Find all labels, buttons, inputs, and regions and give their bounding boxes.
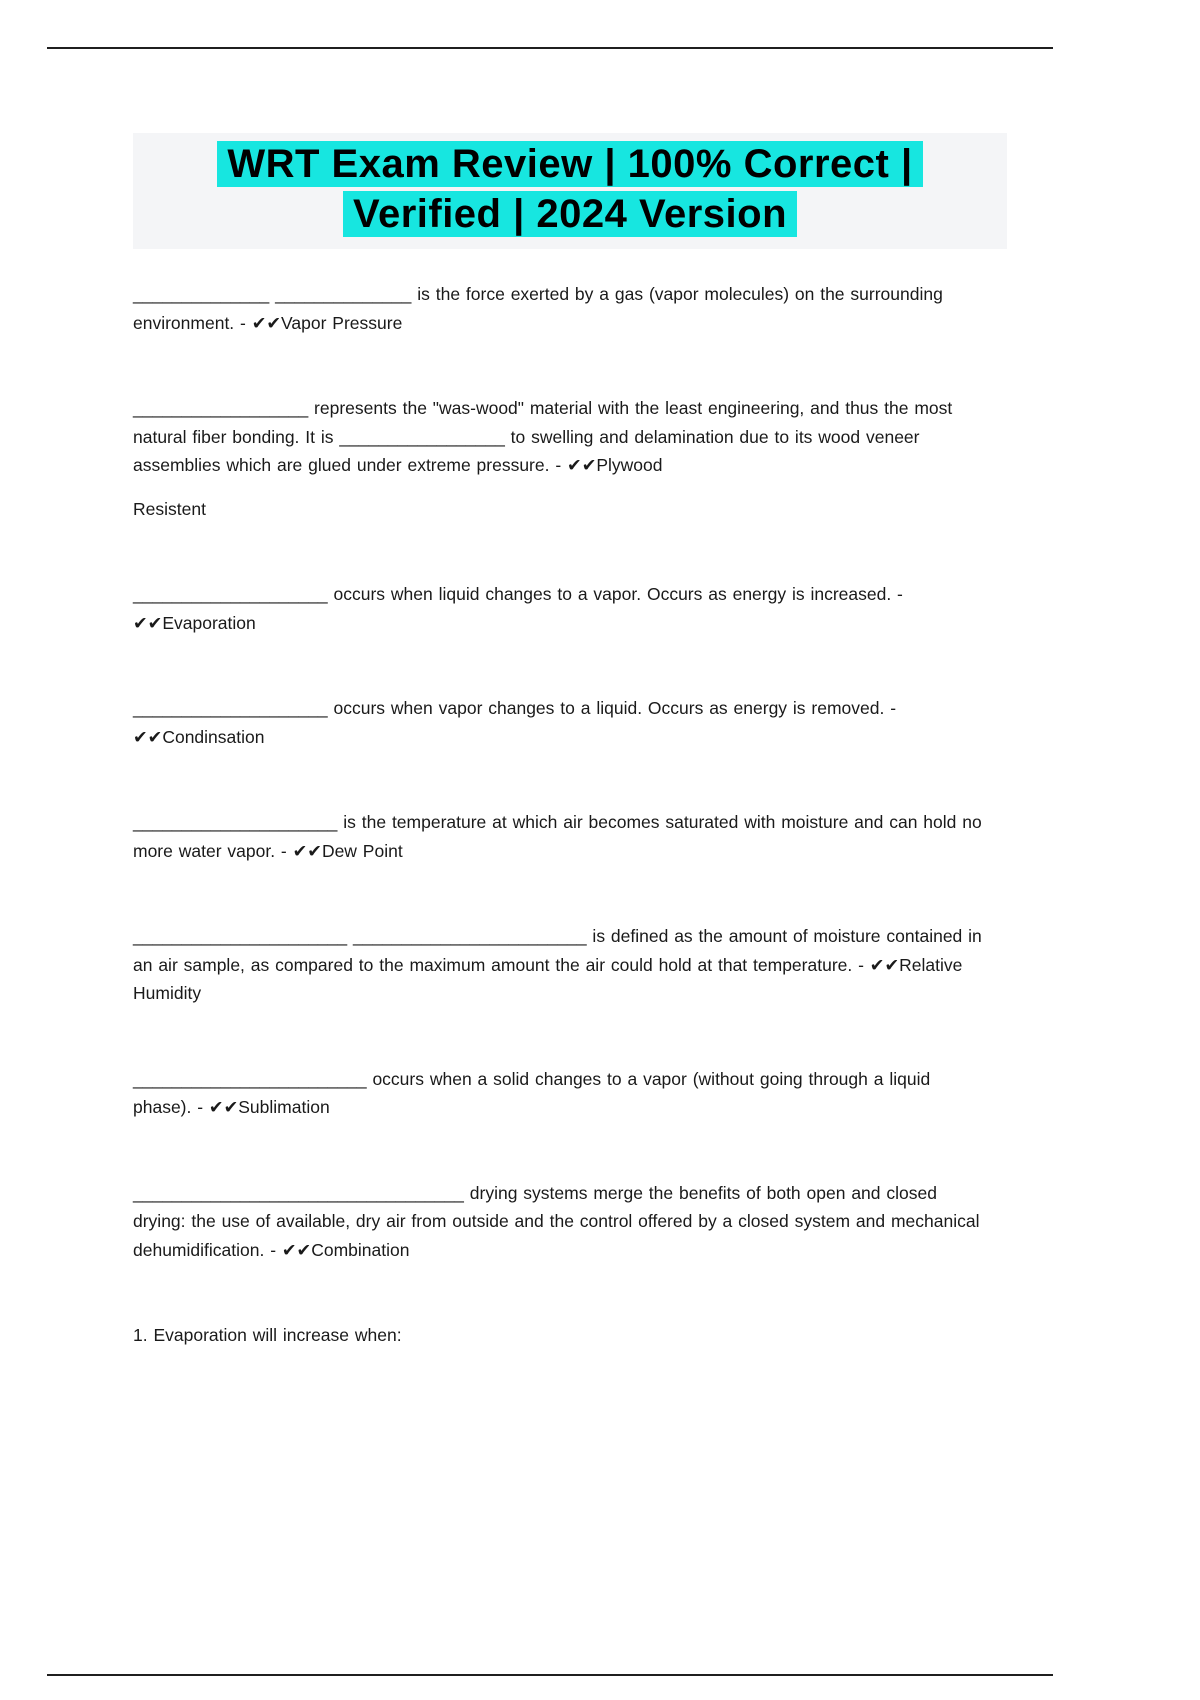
title-banner — [133, 133, 1007, 249]
paragraph-resistent: Resistent — [133, 498, 206, 519]
qa-paragraph-relative-humidity: ______________________ ________________________ is defined as the amount of moisture contained in an air sample, as compared to the maximum amount the air could hold at that temperature. - ✔✔Relative Humidity — [133, 926, 982, 1003]
qa-paragraph-combination: __________________________________ drying systems merge the benefits of both open and closed drying: the use of available, dry air from outside and the control offered by a closed system and mechanical dehumidification. - ✔✔Combination — [133, 1182, 980, 1260]
title-line-2 — [133, 189, 1007, 239]
page-title-highlight-2: Verified | 2024 Version — [343, 191, 797, 237]
question-evaporation-increase: 1. Evaporation will increase when: — [133, 1325, 402, 1345]
top-rule — [47, 47, 1053, 49]
title-line-1 — [133, 139, 1007, 189]
document-body — [133, 280, 989, 1407]
qa-paragraph-condinsation: ____________________ occurs when vapor changes to a liquid. Occurs as energy is removed. - ✔✔Condinsation — [133, 698, 897, 747]
qa-paragraph-sublimation: ________________________ occurs when a solid changes to a vapor (without going through a liquid phase). - ✔✔Sublimation — [133, 1068, 931, 1117]
qa-paragraph-vapor-pressure: ______________ ______________ is the force exerted by a gas (vapor molecules) on the surrounding environment. - ✔✔Vapor Pressure — [133, 284, 943, 333]
page-title-highlight-1: WRT Exam Review | 100% Correct | — [217, 141, 922, 187]
bottom-rule — [47, 1674, 1053, 1676]
qa-paragraph-dew-point: _____________________ is the temperature at which air becomes saturated with moisture and can hold no more water vapor. - ✔✔Dew Point — [133, 812, 982, 861]
qa-paragraph-evaporation: ____________________ occurs when liquid changes to a vapor. Occurs as energy is increased. - ✔✔Evaporation — [133, 584, 903, 633]
qa-paragraph-plywood: __________________ represents the "was-wood" material with the least engineering, and thus the most natural fiber bonding. It is _________________ to swelling and delamination due to its wood veneer assemblies which are glued under extreme pressure. - ✔✔Plywood — [133, 398, 953, 475]
